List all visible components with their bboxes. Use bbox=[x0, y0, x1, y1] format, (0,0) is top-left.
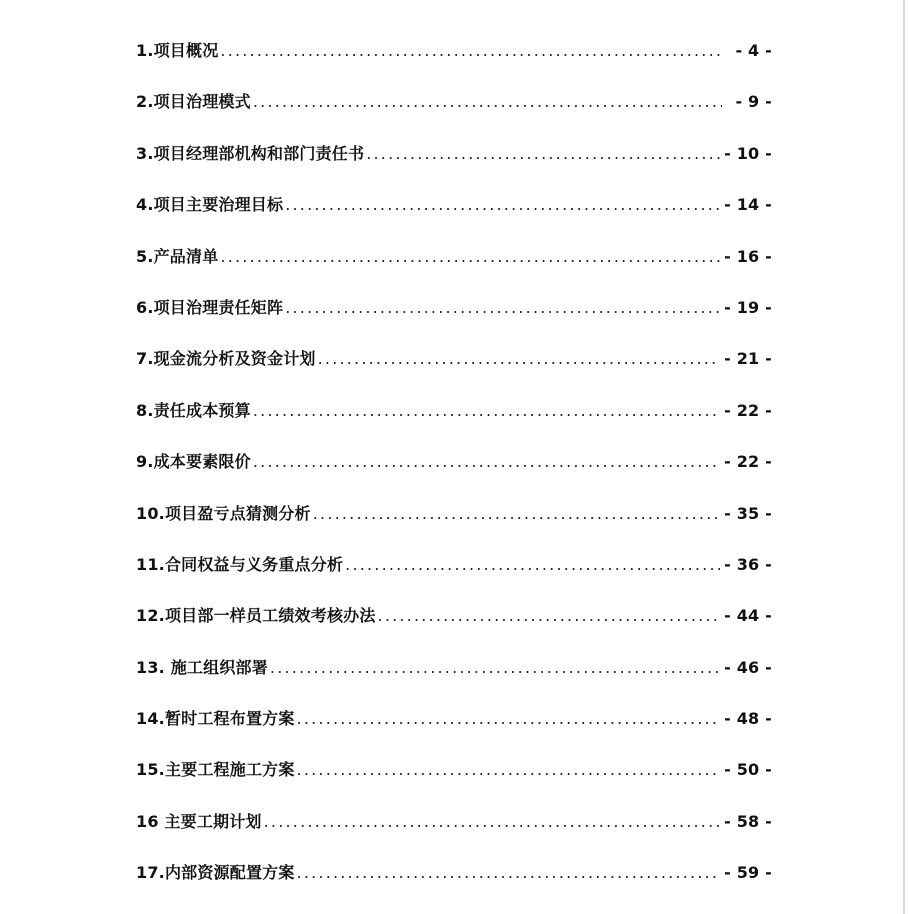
toc-entry[interactable] bbox=[136, 398, 772, 449]
toc-entry[interactable] bbox=[136, 295, 772, 346]
toc-entry-page: - 58 - bbox=[724, 811, 772, 831]
toc-leader-dots bbox=[264, 812, 720, 831]
toc-entry-title: 1.项目概况 bbox=[136, 41, 219, 60]
toc-entry-title: 9.成本要素限价 bbox=[136, 452, 251, 472]
toc-entry[interactable] bbox=[136, 655, 772, 706]
toc-leader-dots bbox=[253, 401, 720, 420]
toc-entry-title: 17.内部资源配置方案 bbox=[136, 863, 295, 883]
toc-entry-title: 15.主要工程施工方案 bbox=[136, 760, 295, 780]
toc-leader-dots bbox=[297, 863, 721, 882]
toc-entry-page: - 35 - bbox=[724, 503, 772, 523]
toc-entry[interactable] bbox=[136, 89, 772, 140]
toc-entry-page: - 16 - bbox=[724, 246, 772, 266]
toc-entry-title: 7.现金流分析及资金计划 bbox=[136, 349, 316, 369]
toc-entry-title: 10.项目盈亏点猜测分析 bbox=[136, 503, 311, 523]
toc-entry[interactable] bbox=[136, 449, 772, 500]
toc-entry-title: 2.项目治理模式 bbox=[136, 92, 251, 112]
toc-entry[interactable] bbox=[136, 244, 772, 295]
toc-entry[interactable] bbox=[136, 757, 772, 808]
toc-entry-title: 4.项目主要治理目标 bbox=[136, 195, 284, 215]
toc-entry-page: - 59 - bbox=[724, 863, 772, 883]
toc-leader-dots bbox=[270, 658, 720, 677]
toc-entry-page: - 36 - bbox=[724, 554, 772, 574]
toc-entry-title: 13. 施工组织部署 bbox=[136, 657, 268, 677]
toc-leader-dots bbox=[313, 504, 720, 523]
toc-entry-page: - 21 - bbox=[724, 349, 772, 369]
toc-leader-dots bbox=[366, 144, 720, 163]
toc-entry-title: 14.暂时工程布置方案 bbox=[136, 709, 295, 729]
toc-entry-page: - 46 - bbox=[724, 657, 772, 677]
toc-entry[interactable] bbox=[136, 809, 772, 860]
toc-entry-page: - 22 - bbox=[724, 452, 772, 472]
toc-entry-page: - 48 - bbox=[724, 709, 772, 729]
toc-leader-dots bbox=[253, 92, 722, 111]
toc-entry-title: 5.产品清单 bbox=[136, 246, 219, 266]
toc-entry-page: - 19 - bbox=[724, 297, 772, 317]
toc-entry-title: 16 主要工期计划 bbox=[136, 811, 262, 831]
toc-entry-page: - 10 - bbox=[724, 143, 772, 163]
toc-leader-dots bbox=[345, 555, 720, 574]
toc-entry-page: - 14 - bbox=[724, 195, 772, 215]
toc-leader-dots bbox=[285, 298, 720, 317]
toc-entry-page: - 4 - bbox=[735, 41, 772, 60]
page-edge-line bbox=[903, 0, 905, 914]
toc-entry-title: 8.责任成本预算 bbox=[136, 400, 251, 420]
toc-leader-dots bbox=[318, 349, 720, 368]
toc-entry[interactable] bbox=[136, 860, 772, 911]
toc-entry-page: - 9 - bbox=[735, 92, 772, 112]
toc-entry-title: 11.合同权益与义务重点分析 bbox=[136, 554, 344, 574]
toc-entry[interactable] bbox=[136, 603, 772, 654]
toc-entry[interactable] bbox=[136, 346, 772, 397]
toc-leader-dots bbox=[253, 452, 720, 471]
toc-entry-page: - 50 - bbox=[724, 760, 772, 780]
toc-entry-title: 6.项目治理责任矩阵 bbox=[136, 297, 284, 317]
toc-entry[interactable] bbox=[136, 706, 772, 757]
toc-entry-page: - 22 - bbox=[724, 400, 772, 420]
toc-leader-dots bbox=[220, 41, 722, 60]
toc-entry-title: 12.项目部一样员工绩效考核办法 bbox=[136, 606, 376, 626]
toc-leader-dots bbox=[297, 709, 721, 728]
toc-entry-title: 3.项目经理部机构和部门责任书 bbox=[136, 143, 365, 163]
toc-entry[interactable] bbox=[136, 501, 772, 552]
toc-leader-dots bbox=[285, 195, 720, 214]
toc-leader-dots bbox=[297, 760, 721, 779]
toc-entry[interactable] bbox=[136, 192, 772, 243]
toc-entry[interactable] bbox=[136, 552, 772, 603]
toc-entry-page: - 44 - bbox=[724, 606, 772, 626]
toc-leader-dots bbox=[378, 606, 721, 625]
toc-leader-dots bbox=[220, 247, 720, 266]
toc-entry[interactable] bbox=[136, 141, 772, 192]
toc-entry[interactable] bbox=[136, 38, 772, 89]
table-of-contents bbox=[136, 38, 772, 912]
